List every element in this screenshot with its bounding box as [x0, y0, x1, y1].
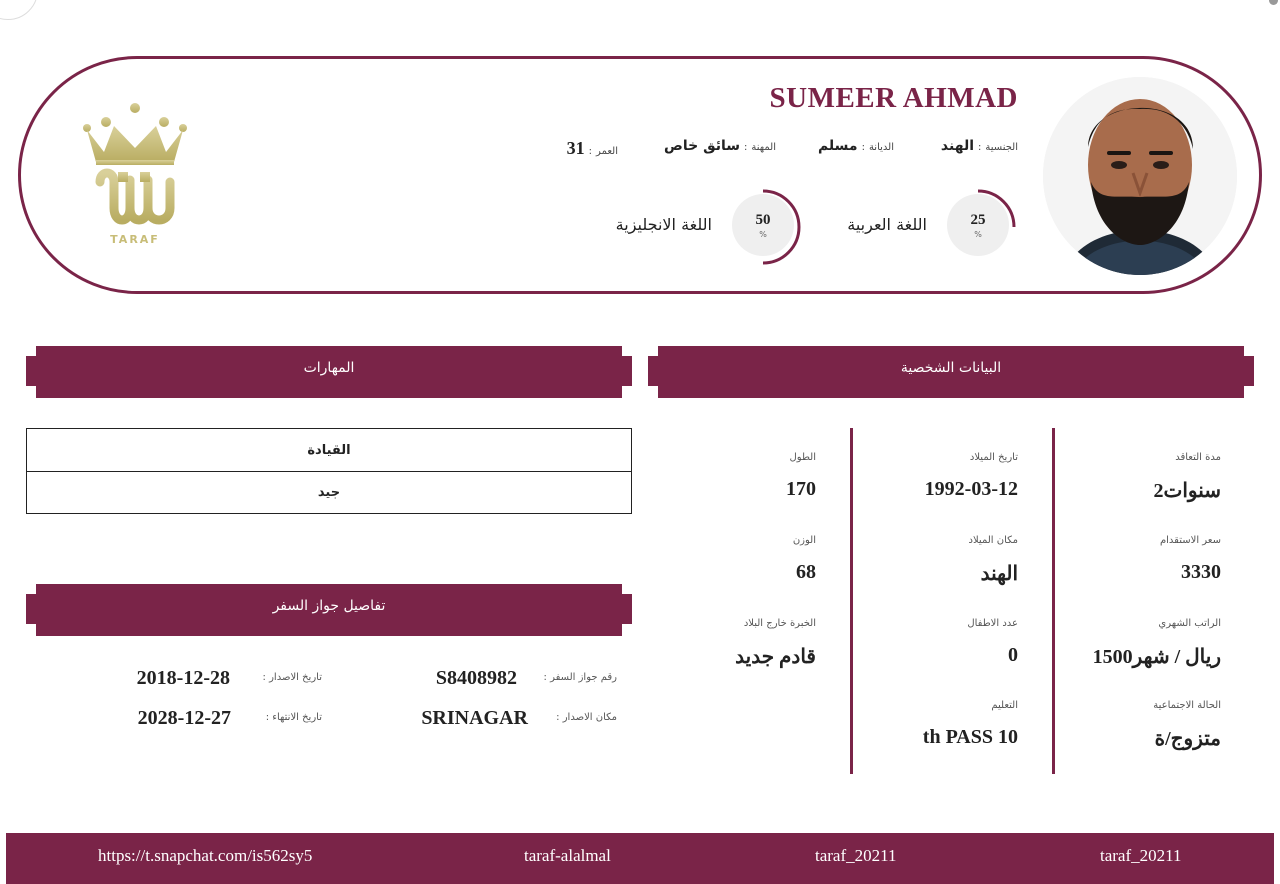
separator: : [588, 146, 593, 157]
age-value: 31 [566, 138, 585, 158]
monthly-salary-value: 1500ريال / شهر [1092, 646, 1221, 668]
birth-date-value: 1992-03-12 [924, 478, 1018, 500]
issue-place-value: SRINAGAR [421, 707, 528, 729]
age-label: العمر [596, 146, 618, 157]
passport-number-label: رقم جواز السفر : [543, 672, 617, 683]
arabic-level-value: 25 [970, 212, 986, 228]
religion-label: الديانة [868, 142, 894, 153]
age-field [567, 138, 618, 162]
candidate-photo [1043, 77, 1237, 275]
birth-place-value: الهند [980, 563, 1018, 585]
english-language-label: اللغة الانجليزية [615, 215, 712, 234]
children-count-value: 0 [1008, 644, 1018, 666]
education-value: th PASS 10 [922, 726, 1018, 748]
skill-name-row: القيادة [307, 442, 351, 458]
nationality-value: الهند [940, 138, 975, 154]
issue-date-label: تاريخ الاصدار : [262, 672, 322, 683]
expiry-date-value: 2028-12-27 [137, 707, 231, 729]
skills-section-title: المهارات [303, 360, 355, 376]
skills-section-header [26, 346, 632, 398]
expiry-date-label: تاريخ الانتهاء : [265, 712, 322, 723]
marital-status-value: متزوج/ة [1154, 728, 1221, 750]
column-divider [850, 428, 853, 774]
experience-abroad-value: قادم جديد [735, 646, 816, 668]
arabic-level-unit: % [974, 230, 982, 239]
passport-number-value: S8408982 [435, 667, 517, 689]
footer-handle-1: taraf-alalmal [524, 846, 611, 865]
passport-section-title: تفاصيل جواز السفر [272, 598, 386, 614]
education-label: التعليم [991, 700, 1018, 711]
height-value: 170 [786, 478, 816, 500]
experience-abroad-label: الخبرة خارج البلاد [743, 618, 816, 629]
nationality-field [941, 138, 1018, 162]
skills-table [26, 428, 632, 514]
monthly-salary-label: الراتب الشهري [1158, 618, 1221, 629]
scroll-indicator [1269, 0, 1278, 5]
person-photo-icon [1043, 77, 1237, 275]
footer-handle-3: taraf_20211 [1100, 846, 1182, 865]
snapchat-link[interactable]: https://t.snapchat.com/is562sy5 [98, 846, 313, 865]
column-divider [1052, 428, 1055, 774]
recruitment-price-label: سعر الاستقدام [1159, 535, 1221, 546]
birth-date-label: تاريخ الميلاد [969, 452, 1018, 463]
nationality-label: الجنسية [985, 142, 1018, 153]
religion-field [818, 138, 894, 162]
profession-value: سائق خاص [664, 138, 741, 154]
profession-field [664, 138, 776, 162]
arabic-language-label: اللغة العربية [847, 215, 927, 234]
skill-level-row: جيد [27, 471, 631, 513]
weight-value: 68 [796, 561, 816, 583]
separator: : [978, 142, 982, 153]
separator: : [861, 142, 865, 153]
english-level-gauge [730, 184, 802, 264]
logo-text: TARAF [110, 233, 160, 246]
corner-decoration [0, 0, 38, 20]
contract-duration-label: مدة التعاقد [1175, 452, 1221, 463]
personal-section-title: البيانات الشخصية [900, 360, 1002, 376]
religion-value: مسلم [817, 138, 858, 154]
english-level-unit: % [759, 230, 767, 239]
candidate-name: SUMEER AHMAD [769, 82, 1018, 114]
crown-logo-icon [82, 100, 188, 235]
children-count-label: عدد الاطفال [967, 618, 1018, 629]
profession-label: المهنة [751, 142, 776, 153]
contract-duration-value: 2سنوات [1153, 480, 1221, 502]
arabic-level-gauge [945, 184, 1017, 264]
weight-label: الوزن [792, 535, 816, 546]
english-level-value: 50 [755, 212, 771, 228]
passport-section-header [26, 584, 632, 636]
issue-date-value: 2018-12-28 [136, 667, 230, 689]
separator: : [744, 142, 748, 153]
recruitment-price-value: 3330 [1181, 561, 1221, 583]
footer-handle-2: taraf_20211 [815, 846, 897, 865]
height-label: الطول [789, 452, 816, 463]
birth-place-label: مكان الميلاد [968, 535, 1018, 546]
marital-status-label: الحالة الاجتماعية [1153, 700, 1221, 711]
taraf-logo [82, 100, 188, 250]
issue-place-label: مكان الاصدار : [556, 712, 617, 723]
personal-section-header [648, 346, 1254, 398]
